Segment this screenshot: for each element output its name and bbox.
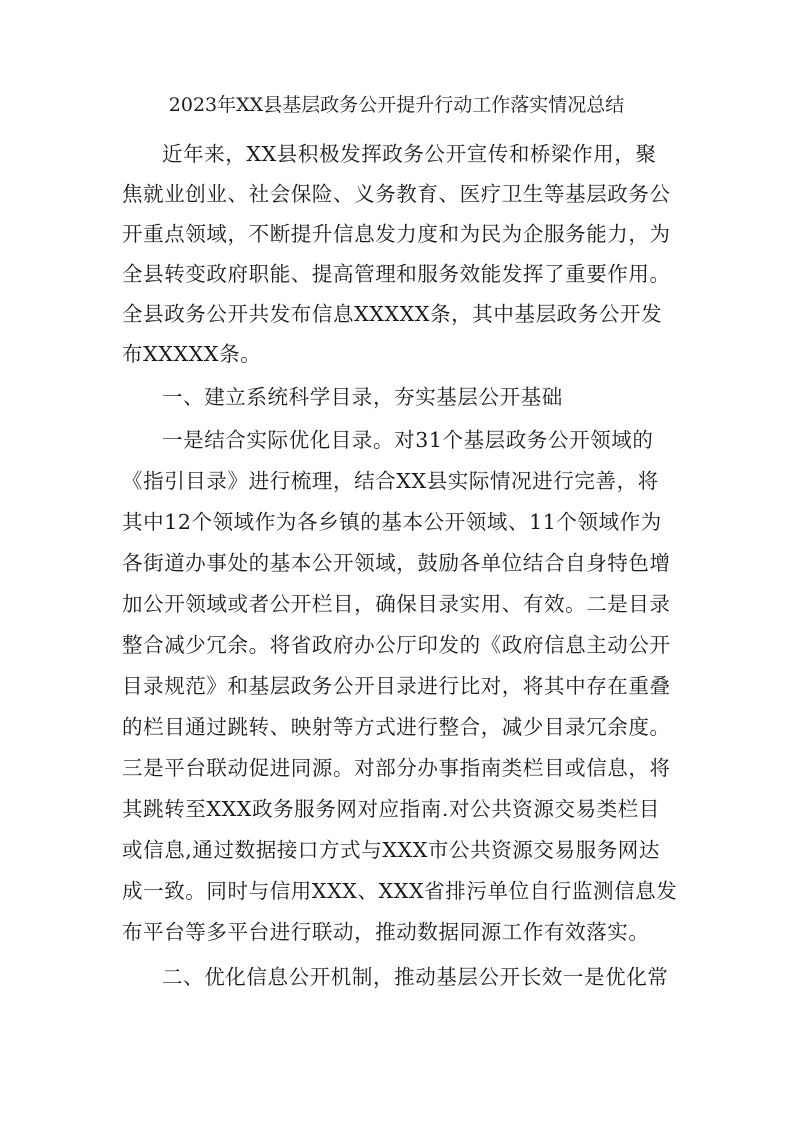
paragraph-line: 全县转变政府职能、提高管理和服务效能发挥了重要作用。 [122,262,671,286]
paragraph-line: 开重点领域，不断提升信息发力度和为民为企服务能力，为 [122,222,671,246]
paragraph-line: 目录规范》和基层政务公开目录进行比对，将其中存在重叠 [122,674,671,698]
paragraph-line: 的栏目通过跳转、映射等方式进行整合，减少目录冗余度。 [122,715,671,739]
paragraph-line: 全县政务公开共发布信息XXXXX条，其中基层政务公开发 [122,302,663,326]
paragraph-line: 整合减少冗余。将省政府办公厅印发的《政府信息主动公开 [122,633,671,657]
section-heading: 一、建立系统科学目录，夯实基层公开基础 [162,385,563,409]
section-heading: 二、优化信息公开机制，推动基层公开长效一是优化常 [162,965,669,989]
paragraph-line: 《指引目录》进行梳理，结合XX县实际情况进行完善，将 [122,469,659,493]
paragraph-line: 三是平台联动促进同源。对部分办事指南类栏目或信息，将 [122,756,671,780]
paragraph-line: 各街道办事处的基本公开领域，鼓励各单位结合自身特色增 [122,551,671,575]
paragraph-line: 近年来，XX县积极发挥政务公开宣传和桥梁作用，聚 [162,142,657,166]
paragraph-line: 布平台等多平台进行联动，推动数据同源工作有效落实。 [122,920,650,944]
paragraph-line: 布XXXXX条。 [122,342,262,366]
paragraph-line: 成一致。同时与信用XXX、XXX省排污单位自行监测信息发 [122,879,678,903]
paragraph-line: 加公开领域或者公开栏目，确保目录实用、有效。二是目录 [122,592,671,616]
paragraph-line: 焦就业创业、社会保险、义务教育、医疗卫生等基层政务公 [122,182,671,206]
paragraph-line: 其中12个领域作为各乡镇的基本公开领域、11个领域作为 [122,510,662,534]
document-title: 2023年XX县基层政务公开提升行动工作落实情况总结 [168,94,625,116]
paragraph-line: 或信息,通过数据接口方式与XXX市公共资源交易服务网达 [122,838,660,862]
paragraph-line: 一是结合实际优化目录。对31个基层政务公开领域的 [162,428,654,452]
paragraph-line: 其跳转至XXX政务服务网对应指南.对公共资源交易类栏目 [122,797,660,821]
